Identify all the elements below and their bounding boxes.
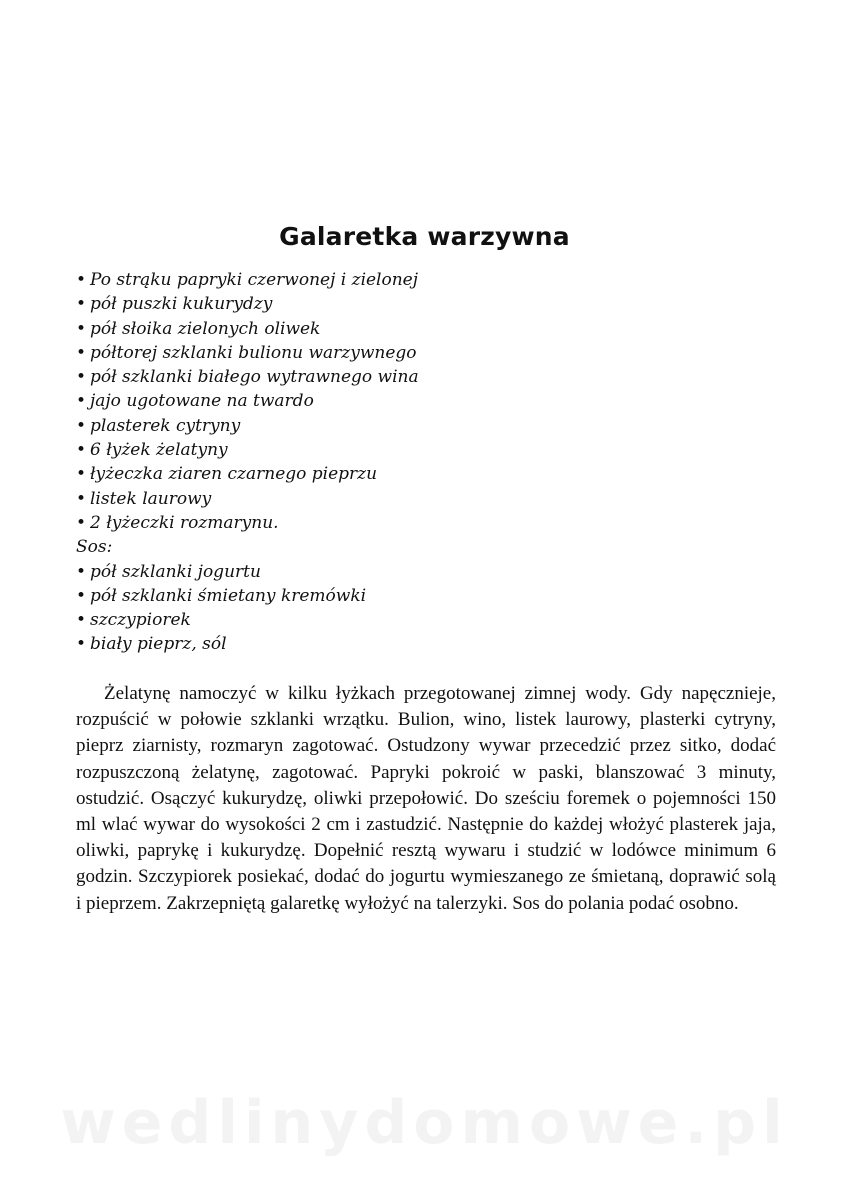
sauce-ingredient-item xyxy=(76,560,776,584)
sauce-ingredient-text: szczypiorek xyxy=(90,610,191,631)
bullet-icon: • xyxy=(76,318,87,339)
ingredient-item xyxy=(76,511,776,535)
watermark: wedlinydomowe.pl xyxy=(60,1088,789,1158)
ingredient-item xyxy=(76,292,776,316)
sauce-heading: Sos: xyxy=(76,537,113,558)
bullet-icon: • xyxy=(76,585,87,606)
ingredient-text: pół słoika zielonych oliwek xyxy=(90,318,321,339)
bullet-icon: • xyxy=(76,610,87,631)
sauce-ingredient-item xyxy=(76,632,776,656)
instructions-paragraph: Żelatynę namoczyć w kilku łyżkach przegotowanej zimnej wody. Gdy napęcznieje, rozpuścić w połowie szklanki wrzątku. Bulion, wino, listek laurowy, plasterki cytryny, pieprz ziarnisty, rozmaryn zagotować. Ostudzony wywar przecedzić przez sitko, dodać rozpuszczoną żelatynę, zagotować. Papryki pokroić w paski, blanszować 3 minuty, ostudzić. Osączyć kukurydzę, oliwki przepołowić. Do sześciu foremek o pojemności 150 ml wlać wywar do wysokości 2 cm i zastudzić. Następnie do każdej włożyć plasterek jaja, oliwki, paprykę i kukurydzę. Dopełnić resztą wywaru i studzić w lodówce minimum 6 godzin. Szczypiorek posiekać, dodać do jogurtu wymieszanego ze śmietaną, doprawić solą i pieprzem. Zakrzepniętą galaretkę wyłożyć na talerzyki. Sos do polania podać osobno. xyxy=(76,683,776,914)
ingredient-text: półtorej szklanki bulionu warzywnego xyxy=(90,342,417,363)
ingredient-item xyxy=(76,341,776,365)
ingredient-item xyxy=(76,317,776,341)
sauce-ingredient-item xyxy=(76,608,776,632)
bullet-icon: • xyxy=(76,488,87,509)
sauce-ingredient-text: pół szklanki jogurtu xyxy=(90,561,261,582)
ingredient-text: łyżeczka ziaren czarnego pieprzu xyxy=(90,464,378,485)
bullet-icon: • xyxy=(76,512,87,533)
recipe-title: Galaretka warzywna xyxy=(279,222,570,251)
bullet-icon: • xyxy=(76,561,87,582)
ingredient-text: 2 łyżeczki rozmarynu. xyxy=(90,512,279,533)
ingredient-list xyxy=(76,268,776,657)
ingredient-item xyxy=(76,462,776,486)
ingredient-text: pół szklanki białego wytrawnego wina xyxy=(90,367,419,388)
ingredient-item xyxy=(76,268,776,292)
ingredient-item xyxy=(76,414,776,438)
ingredient-text: Po strąku papryki czerwonej i zielonej xyxy=(90,270,419,290)
bullet-icon: • xyxy=(76,294,87,315)
ingredient-item xyxy=(76,365,776,389)
sauce-ingredient-text: biały pieprz, sól xyxy=(90,634,227,655)
sauce-ingredient-item xyxy=(76,584,776,608)
bullet-icon: • xyxy=(76,270,87,290)
ingredient-text: plasterek cytryny xyxy=(90,415,241,436)
bullet-icon: • xyxy=(76,391,87,412)
bullet-icon: • xyxy=(76,634,87,655)
ingredient-text: 6 łyżek żelatyny xyxy=(90,440,228,461)
ingredient-text: listek laurowy xyxy=(90,488,212,509)
ingredient-text: pół puszki kukurydzy xyxy=(90,294,273,315)
bullet-icon: • xyxy=(76,464,87,485)
bullet-icon: • xyxy=(76,415,87,436)
bullet-icon: • xyxy=(76,342,87,363)
ingredient-item xyxy=(76,438,776,462)
bullet-icon: • xyxy=(76,440,87,461)
ingredient-item xyxy=(76,389,776,413)
bullet-icon: • xyxy=(76,367,87,388)
sauce-ingredient-text: pół szklanki śmietany kremówki xyxy=(90,585,367,606)
ingredient-text: jajo ugotowane na twardo xyxy=(90,391,314,412)
ingredient-item xyxy=(76,487,776,511)
